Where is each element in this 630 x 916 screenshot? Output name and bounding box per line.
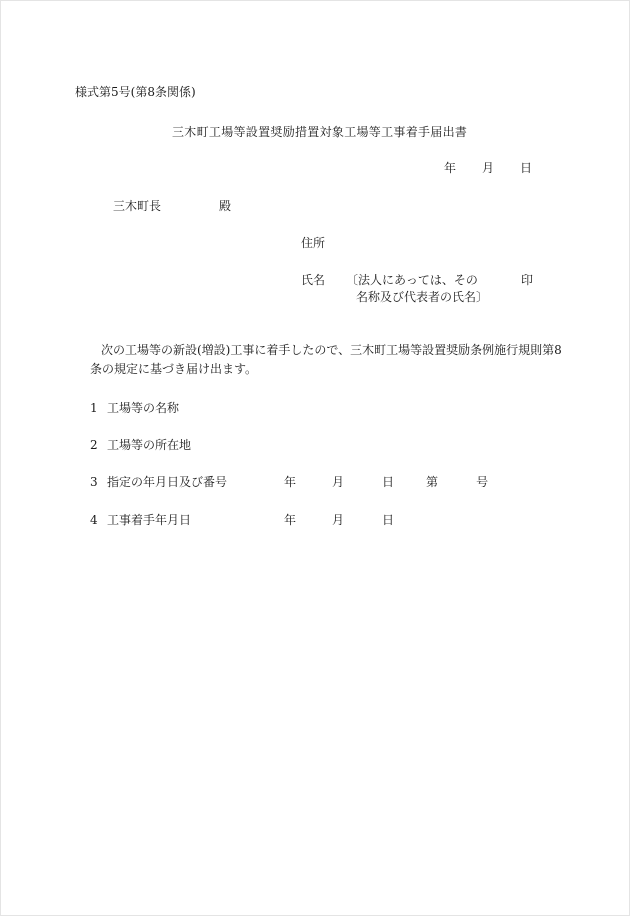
item-number: 3: [90, 475, 98, 489]
item-month-label: 月: [332, 513, 345, 527]
date-year-label: 年: [444, 161, 457, 175]
item-day-label: 日: [382, 513, 395, 527]
item-number: 4: [90, 513, 98, 527]
document-title: 三木町工場等設置奨励措置対象工場等工事着手届出書: [172, 125, 468, 139]
recipient-honorific: 殿: [219, 199, 232, 213]
item-day-label: 日: [382, 475, 395, 489]
construction-date-fields: [284, 512, 394, 528]
name-note-line2: 名称及び代表者の氏名〕: [356, 290, 489, 304]
seal-mark: 印: [521, 273, 534, 287]
body-text-line2: 条の規定に基づき届け出ます。: [90, 362, 258, 376]
item-number: 2: [90, 438, 98, 452]
name-note-line1: 〔法人にあっては、その: [346, 273, 478, 287]
date-day-label: 日: [520, 161, 533, 175]
item-go-label: 号: [476, 475, 489, 489]
form-number: 様式第5号(第8条関係): [75, 85, 196, 99]
list-item-facility-name: [90, 400, 179, 416]
item-month-label: 月: [332, 475, 345, 489]
item-label: 工事着手年月日: [107, 513, 192, 527]
address-label: 住所: [301, 236, 326, 250]
list-item-designation-date: [90, 474, 489, 490]
recipient-line: [113, 198, 231, 214]
date-month-label: 月: [482, 161, 495, 175]
item-year-label: 年: [284, 513, 297, 527]
body-text-line1: 次の工場等の新設(増設)工事に着手したので、三木町工場等設置奨励条例施行規則第8: [101, 343, 562, 357]
name-label: 氏名: [301, 273, 326, 287]
item-label: 工場等の名称: [107, 401, 180, 415]
designation-date-fields: [284, 474, 488, 490]
item-year-label: 年: [284, 475, 297, 489]
list-item-facility-location: [90, 437, 191, 453]
item-number: 1: [90, 401, 98, 415]
submission-date: [444, 160, 532, 176]
item-dai-label: 第: [426, 475, 439, 489]
list-item-construction-start-date: [90, 512, 395, 528]
recipient-name: 三木町長: [113, 199, 162, 213]
item-label: 指定の年月日及び番号: [107, 475, 228, 489]
item-label: 工場等の所在地: [107, 438, 192, 452]
